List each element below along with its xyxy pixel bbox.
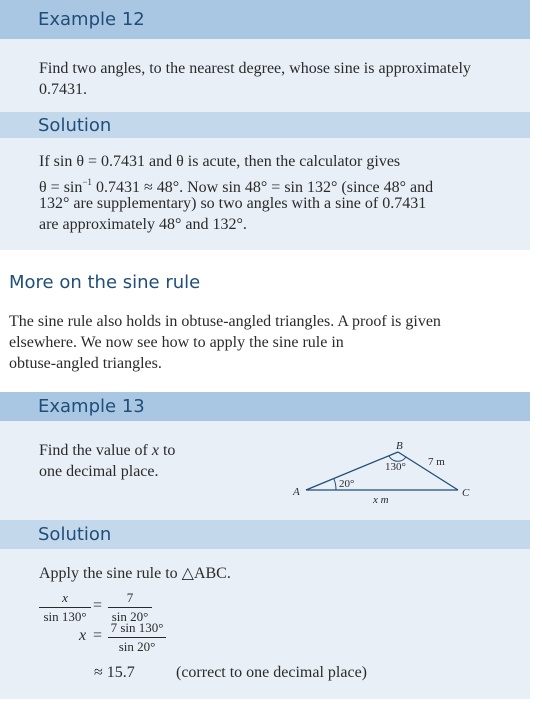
side-AC-label: x m	[373, 494, 389, 506]
example-13-solution-title: Solution	[38, 524, 112, 545]
question-text-a: Find the value of	[39, 442, 152, 459]
x-variable: x	[79, 627, 87, 644]
fraction-denominator: sin 130°	[43, 609, 87, 624]
side-BC-label: 7 m	[428, 456, 445, 468]
example-13-question-line-2: one decimal place.	[39, 463, 159, 480]
vertex-label-A: A	[293, 486, 300, 498]
example-12-question-line-1: Find two angles, to the nearest degree, whose sine is approximately	[39, 60, 471, 77]
example-12-solution-line-1: If sin θ = 0.7431 and θ is acute, then the calculator gives	[39, 153, 401, 170]
example-12-solution-title: Solution	[38, 114, 112, 136]
angle-A-label: 20°	[339, 478, 355, 490]
question-variable: x	[151, 442, 159, 459]
fraction-7sin130-over-sin20	[108, 620, 166, 655]
example-12-title: Example 12	[38, 8, 145, 30]
rounding-note: (correct to one decimal place)	[176, 664, 367, 681]
example-13-title: Example 13	[38, 395, 145, 417]
example-12-solution-line-4: are approximately 48° and 132°.	[39, 216, 247, 233]
fraction-x-over-sin130	[39, 590, 91, 625]
example-13-solution-header	[0, 520, 530, 549]
fraction-numerator: x	[39, 590, 91, 608]
equals-sign: =	[93, 597, 103, 614]
section-title: More on the sine rule	[9, 272, 201, 293]
inverse-superscript: −1	[82, 177, 92, 187]
section-paragraph-line-2: elsewhere. We now see how to apply the sine rule in	[9, 334, 344, 351]
question-text-b: to	[158, 442, 176, 459]
fraction-denominator: sin 20°	[118, 639, 156, 654]
example-12-question-line-2: 0.7431.	[39, 81, 87, 98]
fraction-denominator: sin 20°	[111, 609, 149, 624]
angle-B-label: 130°	[385, 461, 406, 473]
section-paragraph-line-1: The sine rule also holds in obtuse-angled triangles. A proof is given	[9, 313, 441, 330]
fraction-numerator: 7 sin 130°	[108, 620, 166, 638]
vertex-label-C: C	[462, 487, 470, 499]
fraction-numerator: 7	[108, 590, 152, 608]
approximate-result: ≈ 15.7	[94, 664, 135, 681]
apply-sine-rule-line: Apply the sine rule to △ABC.	[39, 565, 231, 582]
equals-sign: =	[93, 627, 103, 644]
section-paragraph-line-3: obtuse-angled triangles.	[9, 355, 162, 372]
vertex-label-B: B	[396, 440, 403, 452]
solution-line-2-part-b: 0.7431 ≈ 48°. Now sin 48° = sin 132° (since 48° and	[91, 179, 434, 196]
angle-A-arc	[334, 479, 336, 490]
example-12-solution-line-3: 132° are supplementary) so two angles with a sine of 0.7431	[39, 195, 427, 212]
solution-line-2-part-a: θ = sin	[39, 179, 83, 196]
